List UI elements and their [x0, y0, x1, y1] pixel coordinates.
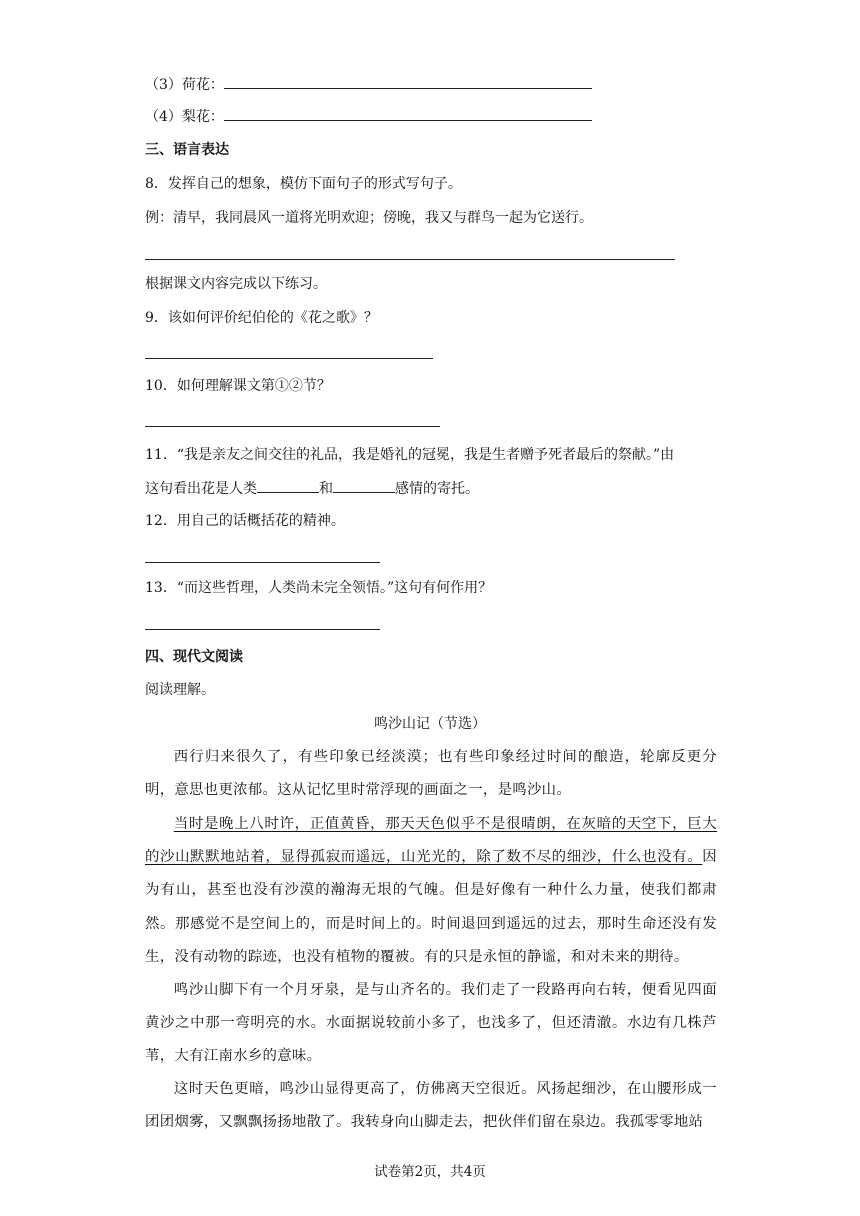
- question-10: 10．如何理解课文第①②节？: [145, 378, 331, 394]
- section-4-heading: 四、现代文阅读: [145, 649, 243, 665]
- question-11-line1: 11．“我是亲友之间交往的礼品，我是婚礼的冠冕，我是生者赠予死者最后的祭献。”由: [145, 447, 675, 463]
- exercise-intro: 根据课文内容完成以下练习。: [145, 276, 327, 292]
- answer-line-q8[interactable]: [145, 259, 675, 260]
- answer-line-q12[interactable]: [145, 562, 380, 563]
- answer-line-q9[interactable]: [145, 358, 433, 359]
- q11-text-b: 和: [319, 481, 333, 497]
- q11-text-c: 感情的寄托。: [395, 481, 479, 497]
- question-12: 12．用自己的话概括花的精神。: [145, 513, 345, 529]
- item-lotus: [145, 74, 592, 95]
- question-9: 9．该如何评价纪伯伦的《花之歌》？: [145, 310, 378, 326]
- paragraph-2-rest: 因为有山，甚至也没有沙漠的瀚海无垠的气魄。但是好像有一种什么力量，使我们都肃然。那感觉不是空间上的，而是时间上的。时间退回到遥远的过去，那时生命还没有发生，没有动物的踪迹，也没有植物的覆被。有的只是永恒的静谧，和对未来的期待。: [145, 849, 717, 965]
- question-11-line2: [145, 478, 479, 499]
- underlined-sentence: 当时是晚上八时许，正值黄昏，那天天色似乎不是很晴朗，在灰暗的天空下，巨大的沙山默默地站着，显得孤寂而遥远，山光光的，除了数不尽的细沙，什么也没有。: [145, 816, 717, 866]
- question-8: 8．发挥自己的想象，模仿下面句子的形式写句子。: [145, 176, 462, 192]
- answer-blank-q11-2[interactable]: [333, 478, 395, 493]
- article-title: 鸣沙山记（节选）: [374, 716, 486, 732]
- answer-blank-lotus[interactable]: [224, 74, 592, 89]
- item-lotus-label: （3）荷花：: [145, 77, 224, 93]
- article-paragraph-1: 西行归来很久了，有些印象已经淡漠；也有些印象经过时间的酿造，轮廓反更分明，意思也更浓郁。这从记忆里时常浮现的画面之一，是鸣沙山。: [145, 749, 717, 799]
- article-paragraph-4: 这时天色更暗，鸣沙山显得更高了，仿佛离天空很近。风扬起细沙，在山腰形成一团团烟雾，又飘飘扬扬地散了。我转身向山脚走去，把伙伴们留在泉边。我孤零零地站: [145, 1081, 717, 1131]
- answer-line-q10[interactable]: [145, 426, 440, 427]
- answer-blank-pear[interactable]: [224, 106, 592, 121]
- item-pear: [145, 106, 592, 127]
- page-footer: 试卷第2页，共4页: [374, 1164, 486, 1180]
- question-13: 13．“而这些哲理，人类尚未完全领悟。”这句有何作用？: [145, 580, 493, 596]
- reading-intro: 阅读理解。: [145, 682, 215, 698]
- article-paragraph-3: 鸣沙山脚下有一个月牙泉，是与山齐名的。我们走了一段路再向右转，便看见四面黄沙之中那一弯明亮的水。水面据说较前小多了，也浅多了，但还清澈。水边有几株芦苇，大有江南水乡的意味。: [145, 982, 717, 1065]
- answer-line-q13[interactable]: [145, 629, 380, 630]
- question-8-example: 例：清早，我同晨风一道将光明欢迎；傍晚，我又与群鸟一起为它送行。: [145, 210, 593, 226]
- answer-blank-q11-1[interactable]: [257, 478, 319, 493]
- q11-text-a: 这句看出花是人类: [145, 481, 257, 497]
- item-pear-label: （4）梨花：: [145, 109, 224, 125]
- section-3-heading: 三、语言表达: [145, 142, 229, 158]
- article-paragraph-2: [145, 808, 717, 974]
